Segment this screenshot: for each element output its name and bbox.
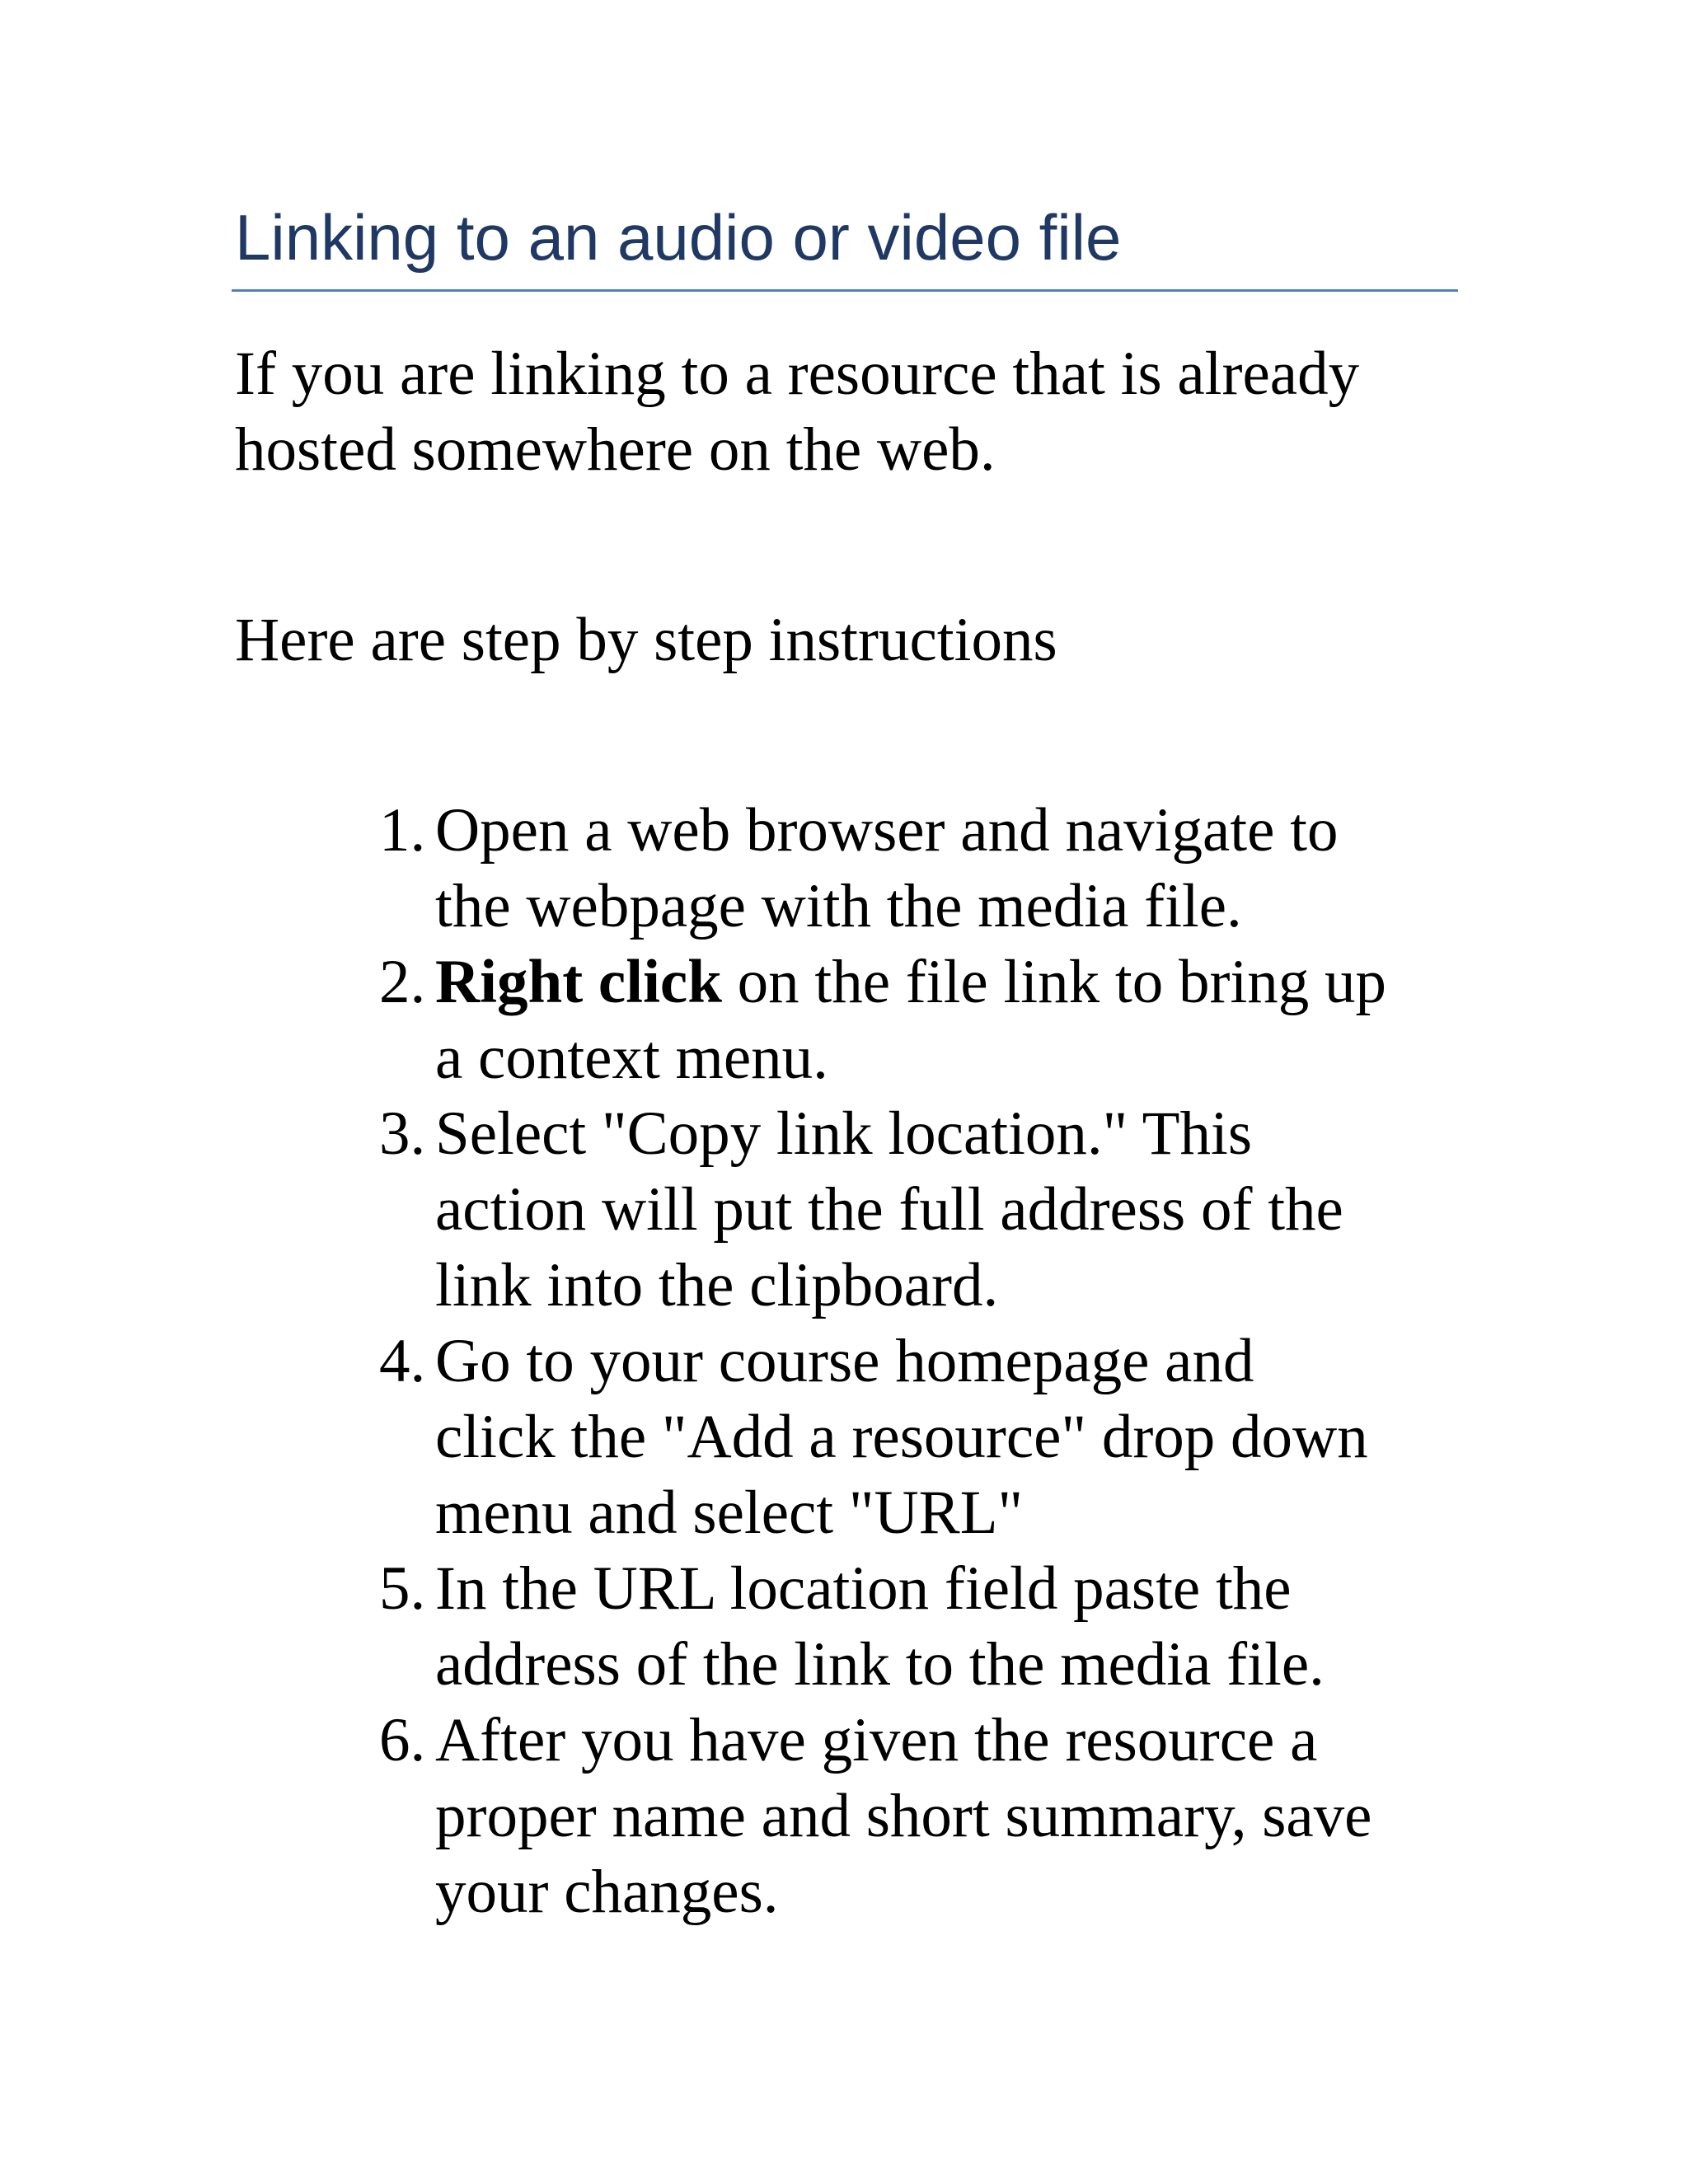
instruction-step-2 (379, 944, 1484, 1096)
intro-line: hosted somewhere on the web. (235, 415, 996, 484)
bold-emphasis: Right click (435, 948, 722, 1016)
step-number: 6. (379, 1706, 426, 1774)
step-number: 4. (379, 1327, 426, 1395)
instruction-list (379, 793, 1484, 1930)
step-line: action will put the full address of the (435, 1175, 1343, 1244)
step-line-rest: on the file link to bring up (721, 948, 1387, 1016)
step-number: 5. (379, 1554, 426, 1623)
step-line: your changes. (435, 1858, 779, 1926)
step-line: menu and select "URL" (435, 1479, 1024, 1547)
instruction-step-6 (379, 1703, 1484, 1930)
page-title: Linking to an audio or video file (235, 201, 1122, 274)
step-line: Go to your course homepage and (435, 1327, 1254, 1395)
instruction-step-4 (379, 1324, 1484, 1551)
step-number: 2. (379, 948, 426, 1016)
step-number: 3. (379, 1099, 426, 1168)
instruction-step-3 (379, 1096, 1484, 1324)
step-line: the webpage with the media file. (435, 872, 1242, 940)
step-line: In the URL location field paste the (435, 1554, 1292, 1623)
step-line: Select "Copy link location." This (435, 1099, 1253, 1168)
instruction-step-1 (379, 793, 1484, 944)
step-line: Open a web browser and navigate to (435, 796, 1339, 865)
intro-paragraph (235, 336, 1471, 488)
step-number: 1. (379, 796, 426, 865)
step-line: link into the clipboard. (435, 1251, 999, 1319)
step-line: proper name and short summary, save (435, 1782, 1372, 1850)
intro-line: If you are linking to a resource that is already (235, 340, 1360, 408)
step-line: click the "Add a resource" drop down (435, 1403, 1368, 1471)
step-line: address of the link to the media file. (435, 1630, 1325, 1699)
instructions-heading: Here are step by step instructions (235, 606, 1057, 674)
step-line: a context menu. (435, 1024, 828, 1092)
instruction-step-5 (379, 1551, 1484, 1703)
heading-underline (232, 289, 1458, 292)
step-line: After you have given the resource a (435, 1706, 1318, 1774)
step-line (435, 944, 1484, 1020)
